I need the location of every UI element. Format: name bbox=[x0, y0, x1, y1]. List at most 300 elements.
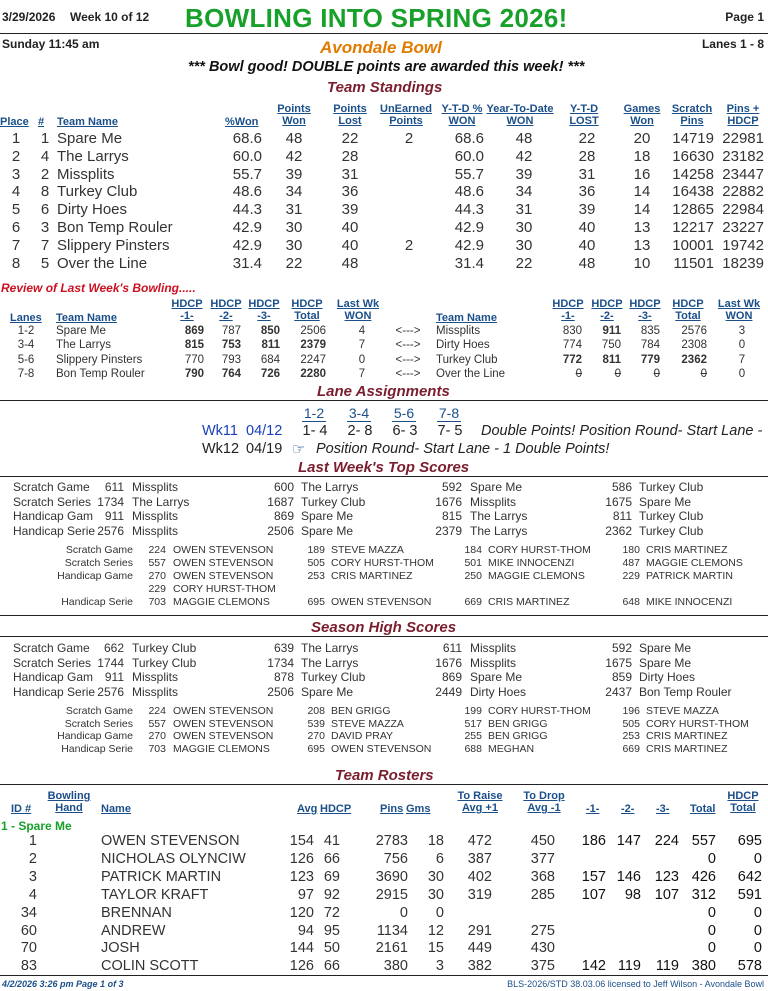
team-score-cell: The Larrys bbox=[301, 480, 359, 494]
individual-score-cell: BEN GRIGG bbox=[488, 717, 548, 730]
team-score-cell: 611 bbox=[442, 641, 462, 655]
individual-score-cell: OWEN STEVENSON bbox=[331, 596, 432, 608]
col-gms: Gms bbox=[406, 803, 431, 815]
individual-score-cell: MIKE INNOCENZI bbox=[646, 596, 733, 608]
individual-score-cell: MIKE INNOCENZI bbox=[488, 557, 575, 569]
team-score-cell: The Larrys bbox=[301, 655, 359, 670]
roster-cell: 69 bbox=[323, 868, 340, 885]
roster-cell: 92 bbox=[323, 886, 340, 903]
standings-cell: 36 bbox=[341, 183, 359, 201]
col-left-g3: HDCP -3- bbox=[248, 298, 280, 322]
individual-score-cell: STEVE MAZZA bbox=[331, 717, 404, 730]
team-score-cell: Dirty Hoes bbox=[639, 670, 696, 684]
roster-cell: 0 bbox=[753, 850, 762, 867]
roster-cell: 472 bbox=[467, 833, 492, 849]
lane-pair-2: 3-4 bbox=[348, 405, 370, 421]
standings-cell: 2 bbox=[404, 130, 414, 147]
col-left-won: Last Wk WON bbox=[336, 298, 380, 322]
individual-score-cell: OWEN STEVENSON bbox=[173, 544, 274, 556]
weekly-notice: *** Bowl good! DOUBLE points are awarded this week! *** bbox=[188, 59, 585, 75]
roster-cell: 2915 bbox=[375, 886, 408, 903]
roster-cell: 3 bbox=[28, 868, 37, 885]
roster-cell: 2 bbox=[28, 850, 37, 867]
team-score-cell: Scratch Game bbox=[13, 641, 90, 655]
review-cell: 2379 bbox=[300, 339, 326, 352]
standings-cell: 42.9 bbox=[454, 219, 484, 236]
section-title-top-scores: Last Week's Top Scores bbox=[298, 459, 470, 476]
roster-cell: 375 bbox=[530, 958, 555, 975]
standings-cell: 34 bbox=[515, 183, 533, 201]
team-score-cell: Dirty Hoes bbox=[470, 684, 527, 699]
review-cell: 2247 bbox=[300, 353, 326, 366]
team-score-cell: 2437 bbox=[605, 684, 632, 699]
review-cell: 0 bbox=[653, 368, 660, 381]
team-score-cell: Scratch Series bbox=[13, 494, 92, 509]
standings-cell: 40 bbox=[341, 219, 359, 236]
review-cell: 726 bbox=[260, 368, 280, 381]
standings-cell: 4 bbox=[40, 147, 50, 165]
team-score-cell: 1734 bbox=[97, 494, 124, 509]
col-ytd-pct: Y-T-D % WON bbox=[441, 103, 483, 127]
review-cell: 811 bbox=[602, 353, 621, 366]
roster-cell: 275 bbox=[530, 922, 555, 939]
standings-cell: 13 bbox=[633, 219, 651, 236]
wk11-assign-2: 2- 8 bbox=[347, 423, 373, 439]
col-right-g3: HDCP -3- bbox=[629, 298, 661, 322]
roster-cell: 756 bbox=[383, 850, 408, 867]
standings-cell: 28 bbox=[578, 147, 596, 165]
standings-cell: 1 bbox=[11, 130, 21, 147]
team-score-cell: Spare Me bbox=[301, 684, 354, 699]
individual-score-cell: 189 bbox=[307, 544, 325, 556]
review-cell: 7-8 bbox=[17, 368, 35, 381]
col-pins-hdcp: Pins + HDCP bbox=[726, 103, 760, 127]
roster-cell: 34 bbox=[20, 904, 37, 921]
review-cell: 0 bbox=[614, 368, 621, 381]
review-cell: 753 bbox=[221, 339, 241, 352]
roster-cell: 72 bbox=[323, 904, 340, 921]
roster-cell: 66 bbox=[323, 850, 340, 867]
standings-cell: 34 bbox=[285, 183, 303, 201]
standings-cell: 31.4 bbox=[232, 254, 262, 272]
roster-cell: 291 bbox=[467, 922, 492, 939]
individual-score-cell: 695 bbox=[307, 596, 325, 608]
review-cell: Over the Line bbox=[436, 368, 506, 381]
individual-score-cell: 270 bbox=[148, 730, 166, 743]
team-score-cell: 1675 bbox=[605, 494, 632, 509]
individual-score-cell: 557 bbox=[148, 557, 166, 569]
roster-cell: 60 bbox=[20, 922, 37, 939]
standings-cell: 68.6 bbox=[232, 130, 262, 147]
col-total: Total bbox=[690, 803, 716, 815]
standings-cell: 31 bbox=[341, 165, 359, 183]
individual-score-cell: 703 bbox=[148, 743, 166, 756]
team-score-cell: 869 bbox=[273, 509, 294, 523]
roster-cell: 382 bbox=[467, 958, 492, 975]
individual-score-cell: 505 bbox=[307, 557, 325, 569]
individual-score-cell: Handicap Serie bbox=[61, 743, 133, 756]
team-score-cell: 2379 bbox=[435, 523, 462, 538]
col-hdcp-total: HDCP Total bbox=[727, 790, 759, 814]
standings-cell: 39 bbox=[285, 165, 303, 183]
col-team-name: Team Name bbox=[57, 116, 118, 128]
review-cell: 1-2 bbox=[17, 325, 35, 337]
standings-cell: 22882 bbox=[722, 183, 764, 201]
individual-score-cell: 208 bbox=[307, 705, 325, 717]
team-score-cell: 1675 bbox=[605, 655, 632, 670]
team-score-cell: Turkey Club bbox=[132, 655, 197, 670]
col-to-raise: To Raise Avg +1 bbox=[457, 790, 503, 814]
roster-cell: NICHOLAS OLYNCIW bbox=[101, 850, 246, 867]
review-cell: 7 bbox=[358, 368, 366, 381]
standings-cell: 14 bbox=[633, 201, 651, 219]
roster-cell: 83 bbox=[20, 958, 37, 975]
review-cell: 770 bbox=[184, 353, 204, 366]
swap-arrow-icon: <---> bbox=[395, 353, 421, 366]
review-cell: 750 bbox=[601, 339, 621, 352]
team-score-cell: 911 bbox=[104, 509, 124, 523]
roster-cell: 98 bbox=[624, 886, 641, 903]
roster-cell: 380 bbox=[691, 958, 716, 975]
standings-cell: 22 bbox=[285, 254, 303, 272]
report-date: 3/29/2026 bbox=[2, 10, 56, 24]
standings-cell: Over the Line bbox=[57, 254, 148, 272]
individual-score-cell: 229 bbox=[148, 583, 166, 595]
standings-cell: 7 bbox=[40, 236, 50, 254]
individual-score-cell: 253 bbox=[307, 570, 325, 582]
individual-score-cell: OWEN STEVENSON bbox=[173, 705, 274, 717]
team-score-cell: Missplits bbox=[132, 523, 179, 538]
roster-cell: 186 bbox=[581, 833, 606, 849]
individual-score-cell: OWEN STEVENSON bbox=[173, 557, 274, 569]
roster-cell: 15 bbox=[427, 940, 444, 957]
review-cell: Missplits bbox=[436, 325, 481, 337]
standings-cell: 23227 bbox=[722, 219, 764, 236]
team-score-cell: Handicap Gam bbox=[13, 509, 94, 523]
individual-score-cell: 224 bbox=[148, 705, 166, 717]
review-cell: Bon Temp Rouler bbox=[56, 368, 145, 381]
roster-cell: 123 bbox=[654, 868, 679, 885]
col-hdcp: HDCP bbox=[320, 803, 352, 815]
col-name: Name bbox=[101, 803, 131, 815]
team-score-cell: 2449 bbox=[435, 684, 462, 699]
individual-score-cell: CRIS MARTINEZ bbox=[646, 544, 728, 556]
roster-cell: 0 bbox=[753, 922, 762, 939]
col-left-g1: HDCP -1- bbox=[171, 298, 203, 322]
individual-score-cell: 669 bbox=[464, 596, 482, 608]
team-score-cell: Turkey Club bbox=[301, 494, 366, 509]
roster-cell: 450 bbox=[530, 833, 555, 849]
section-title-rosters: Team Rosters bbox=[335, 767, 434, 784]
standings-cell: 4 bbox=[11, 183, 21, 201]
col-number: # bbox=[38, 116, 45, 128]
standings-cell: 22 bbox=[515, 254, 533, 272]
standings-cell: 7 bbox=[11, 236, 21, 254]
roster-cell: 430 bbox=[530, 940, 555, 957]
individual-score-cell: 253 bbox=[622, 730, 640, 743]
team-score-cell: Missplits bbox=[132, 684, 179, 699]
team-score-cell: Spare Me bbox=[301, 523, 354, 538]
col-hand: Bowling Hand bbox=[47, 790, 91, 814]
team-score-cell: 911 bbox=[104, 670, 124, 684]
individual-score-cell: 184 bbox=[464, 544, 482, 556]
day-time: Sunday 11:45 am bbox=[2, 37, 100, 51]
standings-cell: 28 bbox=[341, 147, 359, 165]
standings-cell: 14 bbox=[633, 183, 651, 201]
standings-cell: 48.6 bbox=[232, 183, 262, 201]
individual-score-cell: STEVE MAZZA bbox=[331, 544, 404, 556]
standings-cell: 16630 bbox=[672, 147, 714, 165]
team-score-cell: Turkey Club bbox=[639, 523, 704, 538]
individual-score-cell: 557 bbox=[148, 717, 166, 730]
individual-score-cell: Handicap Game bbox=[57, 730, 133, 743]
standings-cell: 2 bbox=[40, 165, 50, 183]
individual-score-cell: MAGGIE CLEMONS bbox=[488, 570, 585, 582]
roster-cell: PATRICK MARTIN bbox=[101, 868, 222, 885]
standings-cell: 31 bbox=[578, 165, 596, 183]
review-cell: 779 bbox=[640, 353, 660, 366]
roster-cell: BRENNAN bbox=[101, 904, 172, 921]
roster-cell: OWEN STEVENSON bbox=[101, 833, 240, 849]
roster-cell: 30 bbox=[427, 868, 444, 885]
col-scratch-pins: Scratch Pins bbox=[671, 103, 713, 127]
team-score-cell: Turkey Club bbox=[132, 641, 197, 655]
col-right-total: HDCP Total bbox=[672, 298, 704, 322]
individual-score-cell: CORY HURST-THOM bbox=[331, 557, 434, 569]
roster-cell: COLIN SCOTT bbox=[101, 958, 199, 975]
standings-cell: 30 bbox=[515, 236, 533, 254]
review-cell: 869 bbox=[184, 325, 204, 337]
standings-cell: 2 bbox=[404, 236, 414, 254]
team-score-cell: 611 bbox=[104, 480, 124, 494]
standings-cell: 23182 bbox=[722, 147, 764, 165]
individual-score-cell: 539 bbox=[307, 717, 325, 730]
standings-cell: 18 bbox=[633, 147, 651, 165]
standings-cell: 42.9 bbox=[232, 219, 262, 236]
review-cell: 772 bbox=[562, 353, 582, 366]
team-score-cell: Spare Me bbox=[639, 641, 692, 655]
individual-score-cell: 517 bbox=[464, 717, 482, 730]
standings-cell: 22984 bbox=[722, 201, 764, 219]
review-cell: 850 bbox=[260, 325, 280, 337]
standings-cell: 10001 bbox=[672, 236, 714, 254]
col-g2: -2- bbox=[621, 803, 635, 815]
roster-cell: 94 bbox=[297, 922, 314, 939]
standings-cell: 22 bbox=[341, 130, 359, 147]
roster-team-name: 1 - Spare Me bbox=[1, 819, 72, 833]
individual-score-cell: 229 bbox=[622, 570, 640, 582]
individual-score-cell: 224 bbox=[148, 544, 166, 556]
individual-score-cell: Scratch Game bbox=[65, 705, 133, 717]
standings-cell: 31 bbox=[515, 201, 533, 219]
standings-cell: 31.4 bbox=[454, 254, 484, 272]
review-cell: 7 bbox=[358, 339, 366, 352]
roster-cell: 123 bbox=[289, 868, 314, 885]
section-title-season-high: Season High Scores bbox=[311, 619, 457, 636]
standings-cell: 19742 bbox=[722, 236, 764, 254]
standings-cell: 42.9 bbox=[232, 236, 262, 254]
roster-cell: 6 bbox=[435, 850, 444, 867]
team-score-cell: 815 bbox=[441, 509, 462, 523]
review-cell: Slippery Pinsters bbox=[56, 353, 143, 366]
team-score-cell: 2506 bbox=[267, 523, 294, 538]
standings-cell: 48 bbox=[578, 254, 596, 272]
col-g1: -1- bbox=[586, 803, 600, 815]
review-cell: 784 bbox=[640, 339, 660, 352]
team-score-cell: 1744 bbox=[97, 655, 124, 670]
roster-cell: 591 bbox=[737, 886, 762, 903]
individual-score-cell: 180 bbox=[622, 544, 640, 556]
roster-cell: 0 bbox=[753, 940, 762, 957]
standings-cell: 5 bbox=[11, 201, 21, 219]
wk12-week: Wk12 bbox=[202, 441, 240, 457]
standings-cell: 14258 bbox=[672, 165, 714, 183]
review-cell: 0 bbox=[738, 339, 746, 352]
review-cell: 830 bbox=[562, 325, 582, 337]
team-score-cell: Missplits bbox=[132, 670, 179, 684]
bowling-center: Avondale Bowl bbox=[320, 38, 442, 57]
roster-cell: TAYLOR KRAFT bbox=[101, 886, 209, 903]
roster-cell: 70 bbox=[20, 940, 37, 957]
league-title: BOWLING INTO SPRING 2026! bbox=[185, 3, 568, 33]
standings-cell: 40 bbox=[578, 236, 596, 254]
standings-cell: 55.7 bbox=[454, 165, 484, 183]
swap-arrow-icon: <---> bbox=[395, 368, 421, 381]
review-cell: 815 bbox=[184, 339, 204, 352]
col-left-team: Team Name bbox=[56, 312, 117, 324]
review-cell: Turkey Club bbox=[436, 353, 498, 366]
col-ytd-won: Year-To-Date WON bbox=[486, 103, 554, 127]
individual-score-cell: OWEN STEVENSON bbox=[173, 717, 274, 730]
individual-score-cell: MAGGIE CLEMONS bbox=[173, 743, 270, 756]
team-score-cell: 1687 bbox=[267, 494, 294, 509]
standings-cell: 18239 bbox=[722, 254, 764, 272]
standings-cell: 42 bbox=[515, 147, 533, 165]
standings-cell: 42.9 bbox=[454, 236, 484, 254]
roster-cell: 319 bbox=[467, 886, 492, 903]
team-score-cell: 592 bbox=[611, 641, 632, 655]
team-score-cell: 586 bbox=[611, 480, 632, 494]
review-cell: 774 bbox=[562, 339, 582, 352]
col-to-drop: To Drop Avg -1 bbox=[523, 790, 565, 814]
wk11-assign-1: 1- 4 bbox=[302, 423, 328, 439]
individual-score-cell: 487 bbox=[622, 557, 640, 569]
roster-cell: 2783 bbox=[375, 833, 408, 849]
roster-cell: 3690 bbox=[375, 868, 408, 885]
individual-score-cell: MAGGIE CLEMONS bbox=[646, 557, 743, 569]
team-score-cell: 639 bbox=[273, 641, 294, 655]
page-number: Page 1 bbox=[725, 10, 764, 24]
swap-arrow-icon: <---> bbox=[395, 339, 421, 352]
roster-cell: 147 bbox=[616, 833, 641, 849]
team-score-cell: 592 bbox=[441, 480, 462, 494]
team-score-cell: 2576 bbox=[97, 523, 124, 538]
standings-cell: 6 bbox=[40, 201, 50, 219]
individual-score-cell: 250 bbox=[464, 570, 482, 582]
standings-cell: 16438 bbox=[672, 183, 714, 201]
col-right-g2: HDCP -2- bbox=[591, 298, 623, 322]
individual-score-cell: 255 bbox=[464, 730, 482, 743]
team-score-cell: Missplits bbox=[470, 641, 517, 655]
standings-cell: 30 bbox=[285, 219, 303, 236]
roster-cell: 4 bbox=[28, 886, 37, 903]
col-avg: Avg bbox=[297, 803, 318, 815]
individual-score-cell: CORY HURST-THOM bbox=[173, 583, 276, 595]
standings-cell: 44.3 bbox=[232, 201, 262, 219]
pointing-hand-icon: ☞ bbox=[292, 441, 306, 458]
roster-cell: 146 bbox=[616, 868, 641, 885]
standings-cell: 39 bbox=[341, 201, 359, 219]
individual-score-cell: Scratch Game bbox=[65, 544, 133, 556]
individual-score-cell: 703 bbox=[148, 596, 166, 608]
team-score-cell: Missplits bbox=[132, 509, 179, 523]
roster-cell: 126 bbox=[289, 958, 314, 975]
roster-cell: 0 bbox=[707, 940, 716, 957]
roster-cell: 50 bbox=[323, 940, 340, 957]
individual-score-cell: Handicap Serie bbox=[61, 596, 133, 608]
roster-cell: 0 bbox=[753, 904, 762, 921]
standings-cell: The Larrys bbox=[57, 147, 129, 165]
team-score-cell: 2576 bbox=[97, 684, 124, 699]
standings-cell: 60.0 bbox=[454, 147, 484, 165]
individual-score-cell: 505 bbox=[622, 717, 640, 730]
standings-cell: 2 bbox=[11, 147, 21, 165]
roster-cell: 695 bbox=[737, 833, 762, 849]
individual-score-cell: 270 bbox=[148, 570, 166, 582]
review-cell: 2576 bbox=[681, 325, 707, 337]
review-cell: 764 bbox=[221, 368, 241, 381]
team-score-cell: 600 bbox=[273, 480, 294, 494]
standings-cell: 1 bbox=[40, 130, 50, 147]
team-score-cell: 869 bbox=[441, 670, 462, 684]
roster-cell: ANDREW bbox=[101, 922, 166, 939]
wk12-date: 04/19 bbox=[246, 441, 283, 457]
col-place: Place bbox=[0, 116, 29, 128]
roster-cell: 107 bbox=[654, 886, 679, 903]
col-id: ID # bbox=[11, 803, 32, 815]
week-label: Week 10 of 12 bbox=[70, 10, 150, 24]
col-g3: -3- bbox=[656, 803, 670, 815]
individual-score-cell: OWEN STEVENSON bbox=[331, 743, 432, 756]
section-title-lanes: Lane Assignments bbox=[317, 383, 450, 400]
standings-cell: 55.7 bbox=[232, 165, 262, 183]
standings-cell: 48.6 bbox=[454, 183, 484, 201]
standings-cell: Spare Me bbox=[57, 130, 123, 147]
standings-cell: 42 bbox=[285, 147, 303, 165]
review-cell: 5-6 bbox=[17, 353, 35, 366]
roster-cell: 557 bbox=[691, 833, 716, 849]
review-cell: 811 bbox=[261, 339, 280, 352]
team-score-cell: 2362 bbox=[605, 523, 632, 538]
review-cell: 2362 bbox=[681, 353, 707, 366]
individual-score-cell: CORY HURST-THOM bbox=[646, 717, 749, 730]
standings-cell: 8 bbox=[11, 254, 21, 272]
review-cell: 0 bbox=[358, 353, 366, 366]
standings-cell: 22 bbox=[578, 130, 596, 147]
individual-score-cell: BEN GRIGG bbox=[331, 705, 391, 717]
roster-cell: 426 bbox=[691, 868, 716, 885]
roster-cell: 142 bbox=[581, 958, 606, 975]
col-points-won: Points Won bbox=[277, 103, 311, 127]
roster-cell: 0 bbox=[435, 904, 444, 921]
standings-cell: 31 bbox=[285, 201, 303, 219]
review-cell: 0 bbox=[700, 368, 707, 381]
standings-cell: Dirty Hoes bbox=[57, 201, 128, 219]
standings-cell: 60.0 bbox=[232, 147, 262, 165]
standings-cell: 23447 bbox=[722, 165, 764, 183]
lanes-range: Lanes 1 - 8 bbox=[701, 37, 764, 51]
team-score-cell: Turkey Club bbox=[639, 509, 704, 523]
